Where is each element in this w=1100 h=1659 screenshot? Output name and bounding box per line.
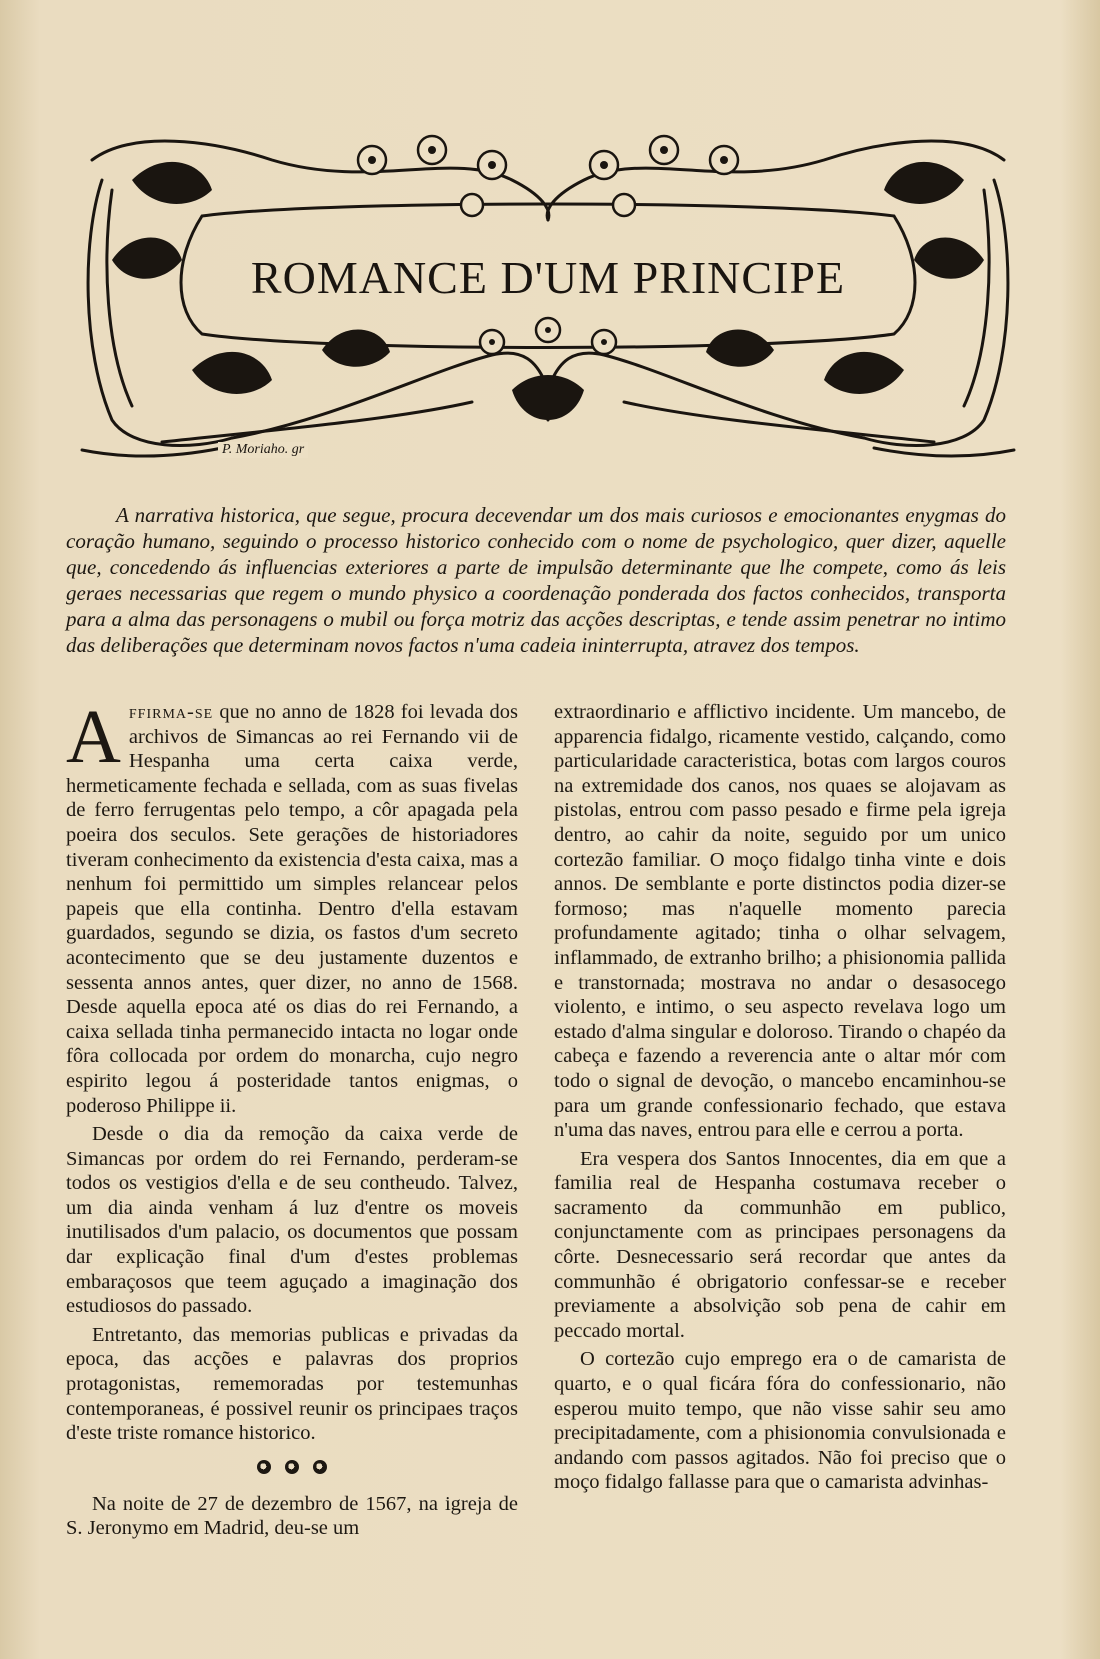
lead-word: ffirma-se [128,701,214,723]
paragraph-1 [66,695,518,1118]
ornamental-header [72,120,1024,475]
paragraph-5: extraordinario e afflictivo incidente. Um mancebo, de apparencia fidalgo, ricamente vestido, calçando, como particularidade caracteristica, botas com largos couros na extremidade dos canos, nos quaes se alojavam as pistolas, entrou com passo pesado e firme pela igreja dentro, ao cahir da noite, seguido por um unico cortezão familiar. O moço fidalgo tinha vinte e dois annos. De semblante e porte distinctos podia dizer-se formoso; mas n'aquelle momento parecia profundamente agitado; tinha o olhar selvagem, inflammado, de extranho brilho; a phisionomia pallida e transtornada; mostrava no andar o desasocego violento, e intimo, o seu aspecto revelava logo um estado d'alma singular e doloroso. Tirando o chapéo da cabeça e fazendo a reverencia ante o altar mór com todo o signal de devoção, o mancebo encaminhou-se para um grande confessionario fechado, que estava n'uma das naves, entrou para elle e cerrou a porta. [554,701,1006,1142]
paragraph-1-text: que no anno de 1828 foi levada dos archivos de Simancas ao rei Fernando vii de Hespanha uma certa caixa verde, hermeticamente fechada e sellada, com as suas fivelas de ferro ferrugentas pelo tempo, a côr apagada pela poeira dos seculos. Sete gerações de historiadores tiveram conhecimento da existencia d'esta caixa, mas a nenhum foi permittido um simples relancear pelos papeis que ella continha. Dentro d'ella estavam guardados, segundo se dizia, os fastos d'um secreto acontecimento que se deu justamente duzentos e sessenta annos antes, quer dizer, no anno de 1568. Desde aquella epoca até os dias do rei Fernando, a caixa sellada tinha permanecido intacta no logar onde fôra collocada por ordem do monarcha, cujo negro espirito legou á posteridade tantos enigmas, o poderoso Philippe ii. [66,701,518,1117]
paragraph-6: Era vespera dos Santos Innocentes, dia em que a familia real de Hespanha costumava receber o sacramento da communhão em publico, conjunctamente com as principaes personagens da côrte. Desnecessario será recordar que antes da communhão é obrigatorio confessar-se e receber previamente a absolvição sob pena de cahir em peccado mortal. [554,1147,1006,1342]
separator-ornament [257,1460,271,1474]
drop-cap: A [66,695,121,779]
paragraph-4: Na noite de 27 de dezembro de 1567, na igreja de S. Jeronymo em Madrid, deu-se um [66,1492,518,1540]
paragraph-7: O cortezão cujo emprego era o de camarista de quarto, e o qual ficára fóra do confessionario, não esperou muito tempo, que não visse sahir seu amo precipitadamente, com a phisionomia convulsionada e andando com passos agitados. Não foi preciso que o moço fidalgo fallasse para que o camarista advinhas- [554,1348,1006,1494]
intro-paragraph: A narrativa historica, que segue, procura decevendar um dos mais curiosos e emocionantes enygmas do coração humano, seguindo o processo historico conhecido com o nome de psychologico, quer dizer, aquelle que, concedendo ás influencias exteriores a parte de impulsão determinante que lhe compete, como ás leis geraes necessarias que regem o mundo physico a coordenação ponderada dos factos conhecidos, transporta para a alma das personagens o mubil ou força motriz das acções descriptas, e tende assim penetrar no intimo das deliberações que determinam novos factos n'uma cadeia ininterrupta, atravez dos tempos. [66,503,1006,657]
paragraph-3: Entretanto, das memorias publicas e privadas da epoca, das acções e palavras dos proprios protagonistas, rememoradas por testemunhas contemporaneas, é possivel reunir os principaes traços d'este triste romance historico. [66,1323,518,1445]
left-column [66,695,518,1640]
section-separator [66,1460,518,1482]
paragraph-2: Desde o dia da remoção da caixa verde de Simancas por ordem do rei Fernando, perderam-se todos os vestigios d'ella e de seu contheudo. Talvez, um dia ainda venham á luz d'entre os moveis inutilisados d'um palacio, os documentos que possam dar explicação final d'um d'estes problemas embaraçosos que teem aguçado a imaginação dos estudiosos do passado. [66,1123,518,1318]
engraver-signature: P. Moriaho. gr [218,442,308,458]
page-title: ROMANCE D'UM PRINCIPE [250,252,846,303]
separator-ornament [313,1460,327,1474]
right-column [554,700,1006,1640]
article-body [66,695,1006,1640]
separator-ornament [285,1460,299,1474]
